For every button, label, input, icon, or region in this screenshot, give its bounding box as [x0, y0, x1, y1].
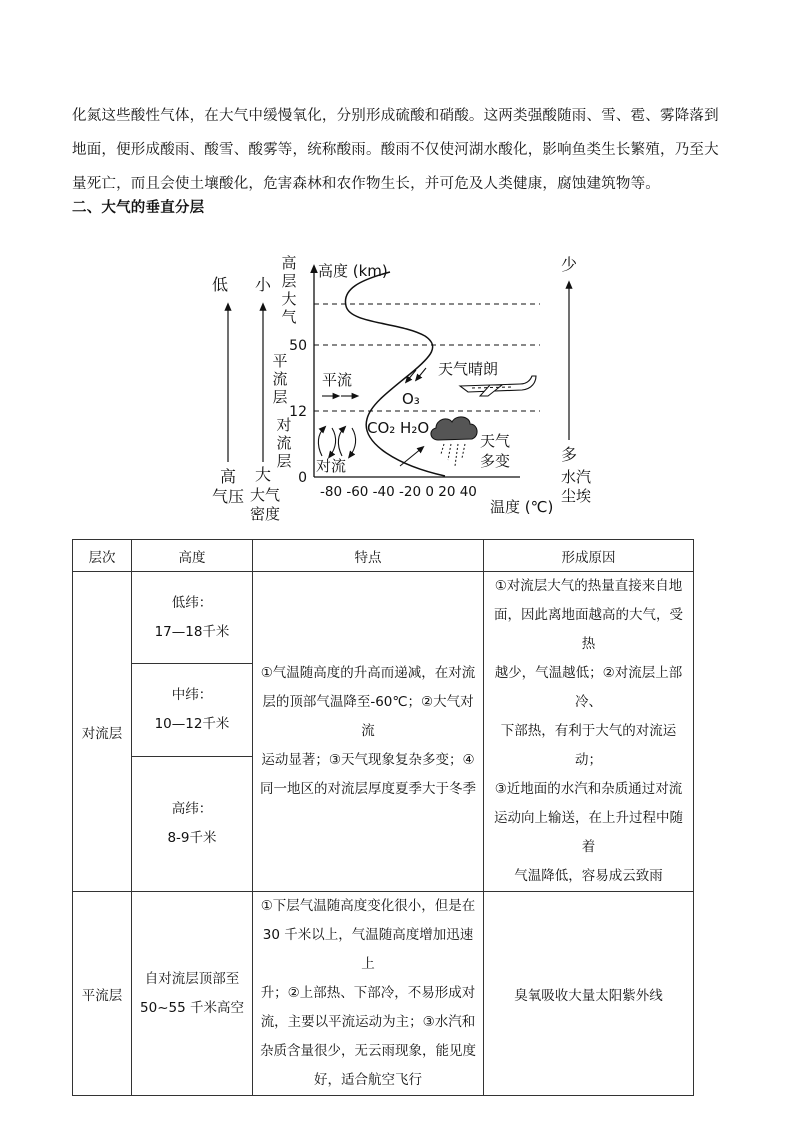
stratosphere-char: 层 — [272, 388, 288, 406]
feature-line: 层的顶部气温降至-60℃；②大气对流 — [262, 694, 474, 739]
convection-arrow-icon — [318, 428, 324, 456]
feature-line: ①气温随高度的升高而递减，在对流 — [260, 665, 476, 681]
changeable-label-1: 天气 — [480, 432, 511, 450]
troposphere-height-mid — [132, 664, 253, 756]
vapor-many-label: 多 — [560, 445, 578, 464]
convection-arrow-icon — [338, 428, 344, 456]
header-layer: 层次 — [73, 540, 132, 572]
cause-line: 运动向上输送，在上升过程中随着 — [494, 810, 683, 855]
rain-cloud-icon — [431, 417, 477, 466]
vapor-label: 水汽 — [560, 468, 592, 486]
airplane-icon — [460, 376, 536, 396]
paragraph-line: 化氮这些酸性气体，在大气中缓慢氧化，分别形成硫酸和硝酸。这两类强酸随雨、雪、雹、雾降落到 — [72, 108, 719, 124]
intro-paragraph — [72, 99, 722, 201]
upper-layer-char: 气 — [281, 308, 297, 326]
ozone-label: O₃ — [402, 390, 420, 408]
atmosphere-layers-diagram — [200, 244, 610, 534]
cause-line: ①对流层大气的热量直接来自地 — [494, 578, 683, 594]
pressure-label: 气压 — [211, 487, 245, 506]
header-features: 特点 — [253, 540, 484, 572]
feature-line: 流，主要以平流运动为主；③水汽和 — [260, 1014, 476, 1030]
height-label: 高纬： — [171, 800, 213, 817]
convection-arrow-icon — [350, 428, 356, 456]
header-height: 高度 — [132, 540, 253, 572]
stratosphere-char: 平 — [272, 352, 288, 370]
height-value: 17—18千米 — [154, 623, 230, 640]
ozone-arrow-icon — [417, 368, 426, 379]
height-label: 中纬： — [171, 686, 213, 703]
convection-arrow-icon — [330, 428, 336, 456]
stratosphere-height — [132, 892, 253, 1096]
feature-line: 同一地区的对流层厚度夏季大于冬季 — [260, 781, 476, 797]
pressure-low-label: 低 — [211, 275, 229, 294]
x-tick-labels: -80 -60 -40 -20 0 20 40 — [320, 484, 477, 500]
density-big-label: 大 — [254, 465, 272, 484]
height-line: 50~55 千米高空 — [140, 999, 244, 1016]
sunny-label: 天气晴朗 — [438, 360, 499, 378]
y-axis-title: 高度 (km) — [318, 262, 388, 280]
convection-label: 对流 — [316, 457, 347, 475]
height-line: 自对流层顶部至 — [144, 970, 240, 987]
height-label: 低纬： — [171, 594, 213, 611]
table-header-row — [73, 540, 694, 572]
cause-line: 面，因此离地面越高的大气，受热 — [494, 607, 683, 652]
temperature-curve — [345, 272, 445, 476]
troposphere-height-high — [132, 756, 253, 892]
pressure-high-label: 高 — [219, 467, 237, 486]
troposphere-causes — [484, 572, 694, 892]
cause-line: ③近地面的水汽和杂质通过对流 — [494, 781, 683, 797]
x-axis-title: 温度 (℃) — [490, 498, 554, 516]
changeable-label-2: 多变 — [480, 452, 511, 470]
vapor-few-label: 少 — [560, 255, 578, 274]
stratosphere-char: 流 — [272, 370, 288, 388]
feature-line: 30 千米以上，气温随高度增加迅速上 — [262, 927, 474, 972]
troposphere-features — [253, 572, 484, 892]
troposphere-char: 层 — [276, 452, 292, 470]
upper-layer-char: 层 — [281, 272, 297, 290]
upper-layer-char: 大 — [281, 290, 297, 308]
cause-line: 越少，气温越低；②对流层上部冷、 — [494, 665, 683, 710]
stratosphere-cause: 臭氧吸收大量太阳紫外线 — [484, 892, 694, 1096]
density-label-2: 密度 — [249, 505, 281, 523]
feature-line: ①下层气温随高度变化很小，但是在 — [260, 898, 476, 914]
troposphere-char: 对 — [276, 416, 292, 434]
table-row — [73, 892, 694, 1096]
cause-line: 气温降低，容易成云致雨 — [514, 868, 663, 884]
stratosphere-name: 平流层 — [73, 892, 132, 1096]
height-value: 10—12千米 — [154, 715, 230, 732]
tick-0: 0 — [298, 470, 307, 486]
feature-line: 杂质含量很少，无云雨现象，能见度 — [260, 1043, 476, 1059]
header-causes: 形成原因 — [484, 540, 694, 572]
upper-layer-char: 高 — [281, 254, 297, 272]
horizontal-flow-label: 平流 — [322, 371, 353, 389]
feature-line: 运动显著；③天气现象复杂多变；④ — [261, 752, 475, 768]
co2-h2o-label: CO₂ H₂O — [367, 419, 430, 437]
table-row — [73, 572, 694, 664]
troposphere-char: 流 — [276, 434, 292, 452]
dust-label: 尘埃 — [560, 487, 592, 505]
paragraph-line: 量死亡，而且会使土壤酸化，危害森林和农作物生长，并可危及人类健康，腐蚀建筑物等。 — [72, 176, 660, 192]
vapor-arrow-icon — [400, 448, 422, 466]
feature-line: 升；②上部热、下部冷，不易形成对 — [260, 985, 476, 1001]
troposphere-height-low — [132, 572, 253, 664]
atmosphere-layers-table — [72, 539, 694, 1096]
section-heading: 二、大气的垂直分层 — [72, 200, 205, 216]
tick-12: 12 — [289, 404, 307, 420]
troposphere-name: 对流层 — [73, 572, 132, 892]
stratosphere-features — [253, 892, 484, 1096]
tick-50: 50 — [289, 338, 307, 354]
feature-line: 好，适合航空飞行 — [314, 1072, 422, 1088]
paragraph-line: 地面，便形成酸雨、酸雪、酸雾等，统称酸雨。酸雨不仅使河湖水酸化，影响鱼类生长繁殖，乃至大 — [72, 142, 719, 158]
cause-line: 下部热，有利于大气的对流运动； — [500, 723, 677, 768]
height-value: 8-9千米 — [167, 829, 217, 846]
density-small-label: 小 — [254, 275, 272, 294]
density-label-1: 大气 — [249, 486, 281, 504]
